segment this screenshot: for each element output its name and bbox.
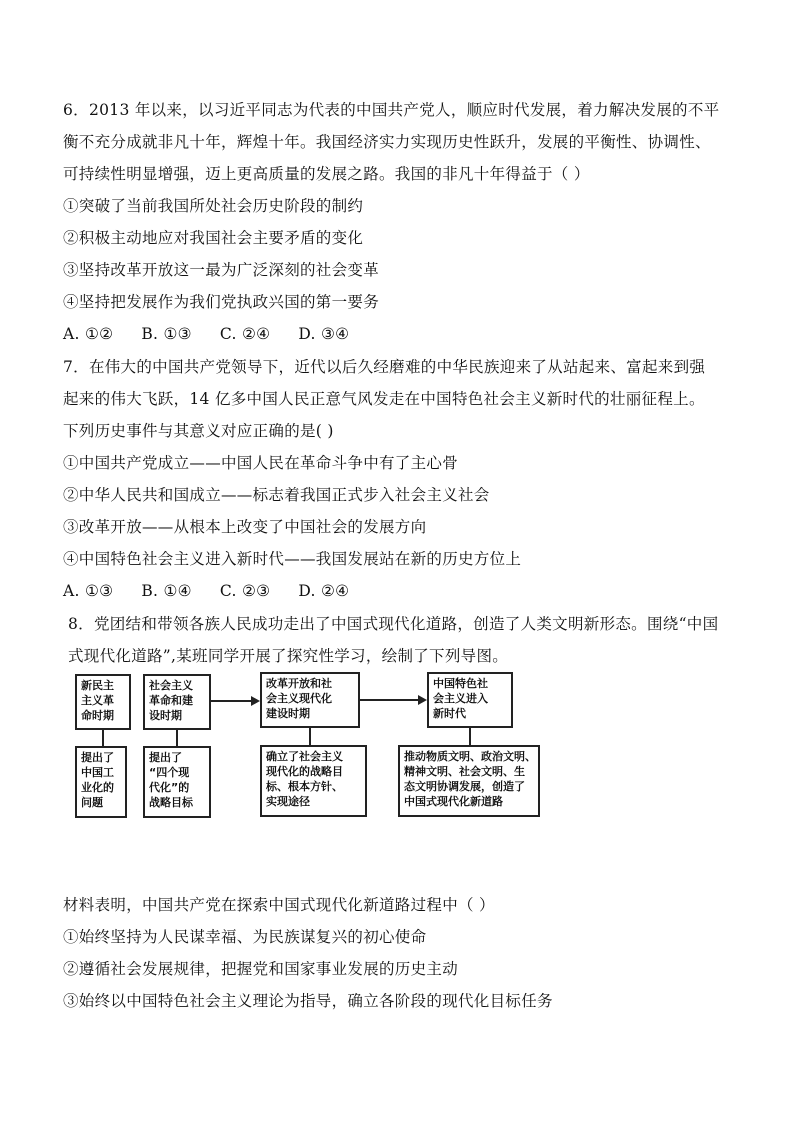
period-box-2: 社会主义 革命和建 设时期 xyxy=(143,674,211,730)
q8-option-3: ③始终以中国特色社会主义理论为指导，确立各阶段的现代化目标任务 xyxy=(63,992,553,1010)
q6-option-3: ③坚持改革开放这一最为广泛深刻的社会变革 xyxy=(63,261,380,279)
q8-option-2: ②遵循社会发展规律，把握党和国家事业发展的历史主动 xyxy=(63,960,459,978)
achievement-box-1: 提出了 中国工 业化的 问题 xyxy=(75,746,127,818)
q6-stem-line-1: 6．2013 年以来，以习近平同志为代表的中国共产党人，顺应时代发展，着力解决发展的不平 xyxy=(63,101,720,119)
q7-choices xyxy=(63,581,377,601)
q7-choice-c[interactable]: C. ②③ xyxy=(219,582,271,600)
arrow-head-3-4 xyxy=(418,695,427,705)
q7-option-3: ③改革开放——从根本上改变了中国社会的发展方向 xyxy=(63,518,427,536)
q6-stem-line-2: 衡不充分成就非凡十年，辉煌十年。我国经济实力实现历史性跃升，发展的平衡性、协调性、 xyxy=(63,133,711,151)
q8-question: 材料表明，中国共产党在探索中国式现代化新道路过程中（ ） xyxy=(63,896,495,914)
q7-stem-line-2: 起来的伟大飞跃，14 亿多中国人民正意气风发走在中国特色社会主义新时代的壮丽征程上。 xyxy=(63,390,705,408)
q7-option-2: ②中华人民共和国成立——标志着我国正式步入社会主义社会 xyxy=(63,486,490,504)
q6-option-2: ②积极主动地应对我国社会主要矛盾的变化 xyxy=(63,229,364,247)
q7-choice-d[interactable]: D. ②④ xyxy=(298,582,350,600)
q7-stem-line-3: 下列历史事件与其意义对应正确的是( ) xyxy=(63,422,334,440)
connector-3 xyxy=(309,728,311,745)
period-box-3: 改革开放和社 会主义现代化 建设时期 xyxy=(260,672,360,728)
q7-option-1: ①中国共产党成立——中国人民在革命斗争中有了主心骨 xyxy=(63,454,459,472)
q8-stem-line-1: 8．党团结和带领各族人民成功走出了中国式现代化道路，创造了人类文明新形态。围绕“中国 xyxy=(68,615,719,633)
q6-option-1: ①突破了当前我国所处社会历史阶段的制约 xyxy=(63,197,364,215)
achievement-box-4: 推动物质文明、政治文明、 精神文明、社会文明、生 态文明协调发展，创造了 中国式现代化新道路 xyxy=(398,745,540,817)
connector-2 xyxy=(176,730,178,746)
q6-option-4: ④坚持把发展作为我们党执政兴国的第一要务 xyxy=(63,293,380,311)
q7-option-4: ④中国特色社会主义进入新时代——我国发展站在新的历史方位上 xyxy=(63,550,522,568)
q6-choice-a[interactable]: A. ①② xyxy=(63,325,114,343)
connector-4 xyxy=(469,728,471,745)
q6-choice-b[interactable]: B. ①③ xyxy=(141,325,192,343)
arrow-line-3-4 xyxy=(360,699,418,701)
q7-stem-line-1: 7．在伟大的中国共产党领导下，近代以后久经磨难的中华民族迎来了从站起来、富起来到强 xyxy=(63,358,706,376)
q8-option-1: ①始终坚持为人民谋幸福、为民族谋复兴的初心使命 xyxy=(63,928,427,946)
mind-map-diagram xyxy=(72,672,542,820)
period-box-1: 新民主 主义革 命时期 xyxy=(75,674,131,730)
q8-stem-line-2: 式现代化道路”,某班同学开展了探究性学习，绘制了下列导图。 xyxy=(68,647,509,665)
connector-1 xyxy=(102,730,104,746)
q6-choices xyxy=(63,324,377,344)
achievement-box-2: 提出了 “四个现 代化”的 战略目标 xyxy=(143,746,211,818)
q6-choice-d[interactable]: D. ③④ xyxy=(298,325,350,343)
arrow-line-2-3 xyxy=(211,700,251,702)
q6-stem-line-3: 可持续性明显增强，迈上更高质量的发展之路。我国的非凡十年得益于（ ） xyxy=(63,165,590,183)
q7-choice-b[interactable]: B. ①④ xyxy=(141,582,192,600)
q7-choice-a[interactable]: A. ①③ xyxy=(63,582,114,600)
period-box-4: 中国特色社 会主义进入 新时代 xyxy=(427,672,513,728)
achievement-box-3: 确立了社会主义 现代化的战略目 标、根本方针、 实现途径 xyxy=(260,745,367,817)
arrow-head-2-3 xyxy=(251,696,260,706)
q6-choice-c[interactable]: C. ②④ xyxy=(219,325,271,343)
